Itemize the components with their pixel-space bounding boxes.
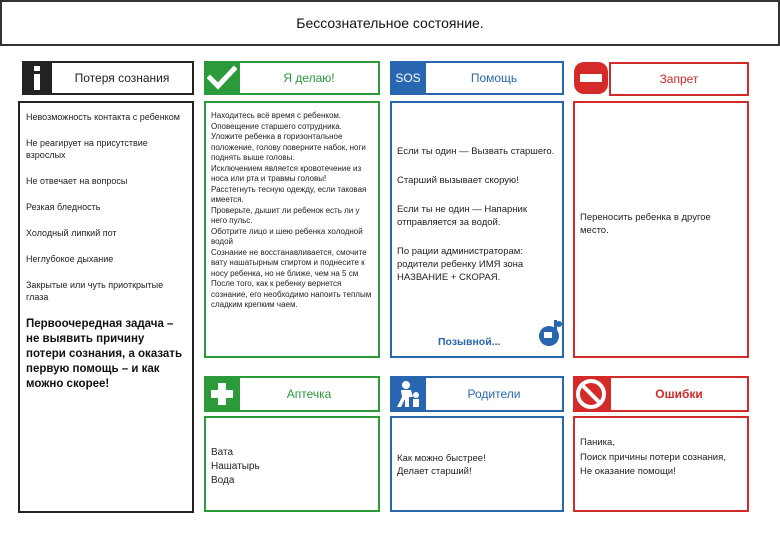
action-item: После того, как к ребенку вернется сознание, его необходимо напоить теплым сладким крепким чаем.: [211, 279, 372, 309]
action-item: Оботрите лицо и шею ребенка холодной водой: [211, 226, 363, 246]
symptom-item: Закрытые или чуть приоткрытые глаза: [26, 280, 164, 302]
kit-item: Вата: [211, 447, 234, 458]
help-item: По рации администраторам: родители ребенку ИМЯ зона НАЗВАНИЕ + СКОРАЯ.: [397, 246, 524, 283]
col4-header-label: Запрет: [659, 72, 699, 86]
callsign-label: Позывной...: [438, 336, 501, 348]
col2-header: [240, 61, 380, 95]
symptom-item: Не реагирует на присутствие взрослых: [26, 138, 148, 160]
action-item: Уложите ребенка в горизонтальное положение, голову поверните набок, ноги поднять выше головы.: [211, 132, 366, 162]
first-aid-cross-icon: [204, 376, 240, 412]
action-item: Проверьте, дышит ли ребенок есть ли у него пульс.: [211, 205, 360, 225]
symptom-item: Холодный липкий пот: [26, 228, 117, 238]
col1-header-label: Потеря сознания: [74, 71, 170, 85]
col4-header: [609, 62, 749, 96]
symptom-item: Не отвечает на вопросы: [26, 176, 128, 186]
parent-child-icon: [390, 376, 426, 412]
sos-label: SOS: [395, 71, 421, 85]
symptom-item: Невозможность контакта с ребенком: [26, 112, 180, 122]
kit-header: [240, 376, 380, 412]
kit-item: Вода: [211, 475, 235, 486]
parents-body: [390, 416, 564, 512]
col3-header: [426, 61, 564, 95]
error-item: Паника,: [580, 437, 615, 448]
action-item: Исключением является кровотечение из носа или рта и травмы головы!: [211, 163, 362, 183]
help-item: Старший вызывает скорую!: [397, 175, 519, 186]
errors-body: [573, 416, 749, 512]
error-item: Поиск причины потери сознания,: [580, 451, 726, 463]
col3-header-label: Помощь: [470, 71, 518, 85]
page-title: Бессознательное состояние.: [0, 0, 780, 46]
help-item: Если ты не один — Напарник отправляется за водой.: [397, 204, 527, 228]
no-entry-icon: [573, 61, 609, 95]
action-item: Находитесь всё время с ребенком.: [211, 111, 342, 120]
errors-header-label: Ошибки: [655, 387, 703, 401]
symptom-item: Неглубокое дыхание: [26, 254, 114, 264]
errors-header: [609, 376, 749, 412]
col4-body: [573, 101, 749, 358]
error-item: Не оказание помощи!: [580, 466, 676, 477]
sos-icon: [390, 61, 426, 95]
main-task-note: Первоочередная задача – не выявить причину потери сознания, а оказать первую помощь – и как можно скорее!: [26, 318, 183, 390]
help-item: Если ты один — Вызвать старшего.: [397, 146, 555, 157]
action-item: Расстегнуть тесную одежду, если таковая имеется.: [211, 184, 367, 204]
parents-header: [426, 376, 564, 412]
col2-body: [204, 101, 380, 358]
info-icon: [22, 61, 52, 95]
col1-body: [18, 101, 194, 513]
kit-body: [204, 416, 380, 512]
checkmark-icon: [204, 61, 240, 95]
forbidden-text: Переносить ребенка в другое место.: [580, 212, 711, 236]
parents-item: Делает старший!: [397, 466, 472, 477]
col1-header: [52, 61, 194, 95]
walkie-talkie-icon: [536, 318, 564, 348]
kit-header-label: Аптечка: [286, 387, 332, 401]
symptom-item: Резкая бледность: [26, 202, 101, 212]
action-item: Оповещение старшего сотрудника.: [211, 121, 342, 131]
action-item: Сознание не восстанавливается, смочите вату нашатырным спиртом и поднесите к носу ребенка, но не ближе, чем на 5 см: [211, 247, 367, 278]
parents-item: Как можно быстрее!: [397, 453, 486, 464]
prohibited-icon: [573, 376, 609, 412]
kit-item: Нашатырь: [211, 461, 260, 472]
parents-header-label: Родители: [467, 387, 521, 401]
col2-header-label: Я делаю!: [283, 71, 335, 85]
